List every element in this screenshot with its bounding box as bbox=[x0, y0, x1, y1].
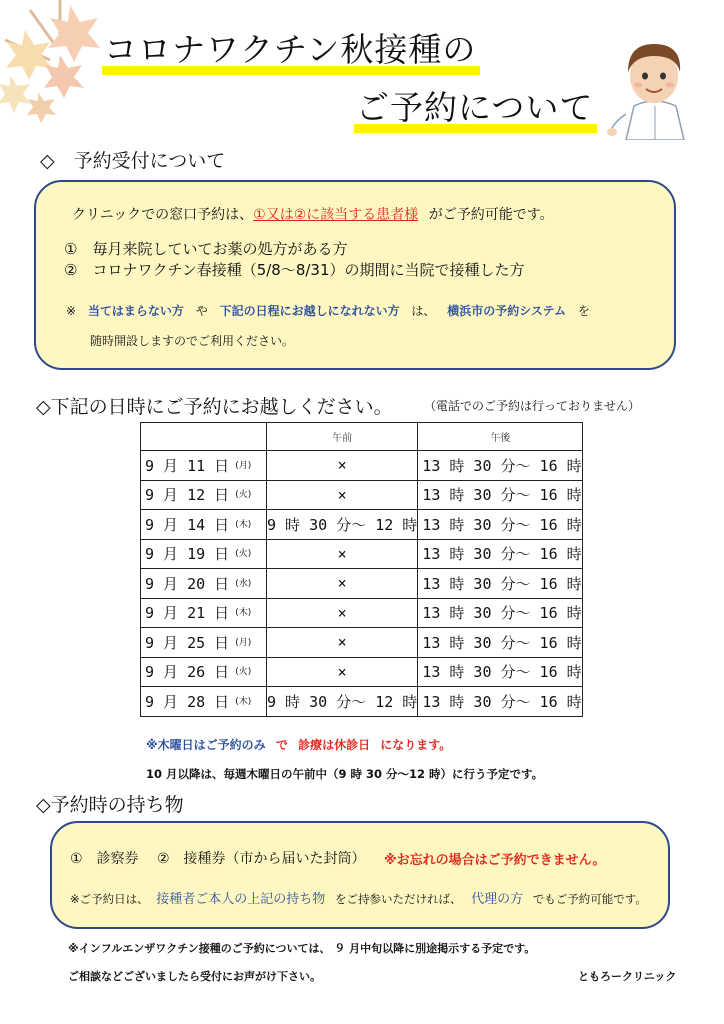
intro-highlight: ①又は②に該当する患者様 bbox=[253, 207, 419, 223]
section3-box bbox=[50, 821, 670, 929]
col-header-pm: 午後 bbox=[418, 423, 583, 451]
section1-heading: ◇ 予約受付について bbox=[40, 150, 226, 172]
date-cell bbox=[141, 687, 267, 717]
table-row bbox=[141, 569, 583, 599]
thursday-note bbox=[146, 736, 451, 753]
table-row bbox=[141, 510, 583, 540]
weekday-text: (火) bbox=[235, 549, 252, 560]
proxy-c: をご持参いただければ、 bbox=[334, 892, 462, 906]
am-cell: × bbox=[267, 657, 418, 687]
title-line-2 bbox=[356, 82, 593, 129]
table-row bbox=[141, 687, 583, 717]
pm-cell: 13 時 30 分～ 16 時 bbox=[418, 687, 583, 717]
weekday-text: (水) bbox=[235, 578, 252, 589]
note-a: 当てはまらない方 bbox=[87, 304, 184, 318]
doctor-illustration bbox=[606, 36, 702, 140]
pm-cell: 13 時 30 分～ 16 時 bbox=[418, 657, 583, 687]
date-cell bbox=[141, 628, 267, 658]
weekday-text: (木) bbox=[235, 608, 252, 619]
weekday-text: (火) bbox=[235, 490, 252, 501]
am-cell: 9 時 30 分～ 12 時 bbox=[267, 510, 418, 540]
pm-cell: 13 時 30 分～ 16 時 bbox=[418, 451, 583, 481]
table-row bbox=[141, 539, 583, 569]
section2-heading: ◇下記の日時にご予約にお越しください。 bbox=[36, 396, 393, 418]
belongings-warning: ※お忘れの場合はご予約できません。 bbox=[384, 853, 606, 868]
flu-vaccine-note: ※インフルエンザワクチン接種のご予約については、 ９ 月中旬以降に別途掲示する予定です。 bbox=[68, 942, 536, 955]
date-text: 9 月 21 日 bbox=[145, 604, 230, 623]
note-b: や bbox=[195, 304, 208, 318]
section2-subnote: （電話でのご予約は行っておりません） bbox=[424, 399, 641, 413]
proxy-d: 代理の方 bbox=[471, 892, 524, 907]
weekday-text: (木) bbox=[235, 519, 252, 530]
belongings-items: ① 診察券 ② 接種券（市から届いた封筒） bbox=[70, 851, 366, 867]
date-text: 9 月 26 日 bbox=[145, 663, 230, 682]
section3-heading: ◇予約時の持ち物 bbox=[36, 794, 184, 816]
intro-prefix: クリニックでの窓口予約は、 bbox=[72, 207, 254, 223]
am-cell: × bbox=[267, 539, 418, 569]
pm-cell: 13 時 30 分～ 16 時 bbox=[418, 480, 583, 510]
date-text: 9 月 28 日 bbox=[145, 692, 230, 711]
schedule-table bbox=[140, 422, 583, 717]
am-cell: × bbox=[267, 451, 418, 481]
note-e: 横浜市の予約システム bbox=[447, 304, 567, 318]
date-text: 9 月 25 日 bbox=[145, 633, 230, 652]
table-row bbox=[141, 598, 583, 628]
table-row bbox=[141, 451, 583, 481]
thu-note-a: ※木曜日はご予約のみ bbox=[146, 738, 266, 752]
am-cell: 9 時 30 分～ 12 時 bbox=[267, 687, 418, 717]
title-text-2: ご予約について bbox=[356, 88, 594, 127]
date-text: 9 月 11 日 bbox=[145, 456, 230, 475]
pm-cell: 13 時 30 分～ 16 時 bbox=[418, 628, 583, 658]
october-note: 10 月以降は、毎週木曜日の午前中（9 時 30 分～12 時）に行う予定です。 bbox=[146, 767, 544, 781]
date-cell bbox=[141, 510, 267, 540]
note-c: 下記の日程にお越しになれない方 bbox=[219, 304, 400, 318]
am-cell: × bbox=[267, 480, 418, 510]
am-cell: × bbox=[267, 628, 418, 658]
clinic-name: ともろークリニック bbox=[578, 970, 677, 983]
weekday-text: (月) bbox=[235, 637, 252, 648]
date-cell bbox=[141, 539, 267, 569]
proxy-note bbox=[70, 888, 647, 907]
table-row bbox=[141, 628, 583, 658]
section1-item-1: ① 毎月来院していてお薬の処方がある方 bbox=[64, 240, 348, 258]
col-header-am: 午前 bbox=[267, 423, 418, 451]
note-f: を bbox=[577, 304, 590, 318]
weekday-text: (火) bbox=[235, 667, 252, 678]
proxy-a: ※ご予約日は、 bbox=[70, 892, 149, 906]
section1-item-2: ② コロナワクチン春接種（5/8～8/31）の期間に当院で接種した方 bbox=[64, 261, 525, 279]
title-line-1 bbox=[104, 24, 476, 71]
weekday-text: (月) bbox=[235, 460, 252, 471]
weekday-text: (木) bbox=[235, 696, 252, 707]
date-cell bbox=[141, 598, 267, 628]
section1-note bbox=[66, 302, 590, 319]
thu-note-c: 診療は休診日 bbox=[298, 738, 371, 752]
date-cell bbox=[141, 480, 267, 510]
thu-note-d: になります。 bbox=[380, 738, 452, 752]
am-cell: × bbox=[267, 569, 418, 599]
date-text: 9 月 14 日 bbox=[145, 515, 230, 534]
thu-note-b: で bbox=[275, 738, 288, 752]
am-cell: × bbox=[267, 598, 418, 628]
note-mark: ※ bbox=[66, 304, 77, 318]
date-text: 9 月 12 日 bbox=[145, 486, 230, 505]
note-d: は、 bbox=[411, 304, 436, 318]
table-row bbox=[141, 657, 583, 687]
pm-cell: 13 時 30 分～ 16 時 bbox=[418, 510, 583, 540]
col-header-date bbox=[141, 423, 267, 451]
date-text: 9 月 20 日 bbox=[145, 574, 230, 593]
pm-cell: 13 時 30 分～ 16 時 bbox=[418, 569, 583, 599]
pm-cell: 13 時 30 分～ 16 時 bbox=[418, 598, 583, 628]
proxy-b: 接種者ご本人の上記の持ち物 bbox=[156, 892, 326, 907]
contact-note: ご相談などございましたら受付にお声がけ下さい。 bbox=[68, 970, 321, 983]
section1-intro bbox=[72, 204, 554, 224]
schedule-header-row bbox=[141, 423, 583, 451]
intro-suffix: がご予約可能です。 bbox=[428, 207, 554, 223]
date-cell bbox=[141, 657, 267, 687]
date-cell bbox=[141, 451, 267, 481]
proxy-e: でもご予約可能です。 bbox=[532, 892, 647, 906]
table-row bbox=[141, 480, 583, 510]
section1-note-line2: 随時開設しますのでご利用ください。 bbox=[90, 334, 295, 348]
title-text-1: コロナワクチン秋接種の bbox=[104, 30, 477, 69]
date-cell bbox=[141, 569, 267, 599]
date-text: 9 月 19 日 bbox=[145, 545, 230, 564]
pm-cell: 13 時 30 分～ 16 時 bbox=[418, 539, 583, 569]
